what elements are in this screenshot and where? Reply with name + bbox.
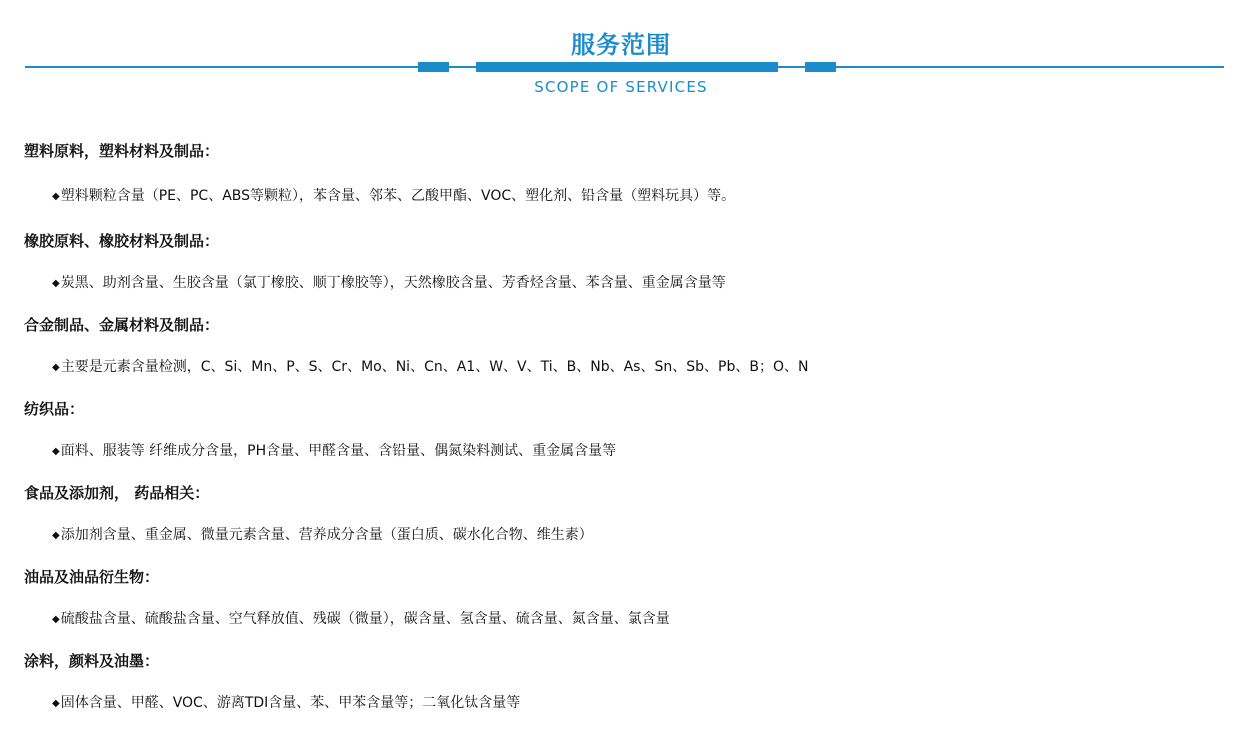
diamond-bullet-icon: ◆ bbox=[52, 191, 60, 202]
header-divider-block-right bbox=[805, 62, 836, 72]
category-alloy-metal bbox=[24, 308, 1224, 392]
category-item-text: 硫酸盐含量、硫酸盐含量、空气释放值、残碳（微量），碳含量、氢含量、硫含量、氮含量、氯含量 bbox=[60, 611, 670, 627]
section-title: 服务范围 bbox=[571, 31, 671, 59]
header-divider-block-left bbox=[418, 62, 449, 72]
category-heading: 食品及添加剂， 药品相关： bbox=[24, 484, 210, 502]
diamond-bullet-icon: ◆ bbox=[52, 614, 60, 625]
section-subtitle: SCOPE OF SERVICES bbox=[534, 78, 708, 96]
category-heading: 油品及油品衍生物： bbox=[24, 568, 160, 586]
category-oil-products bbox=[24, 560, 1224, 644]
category-plastics bbox=[24, 134, 1224, 224]
diamond-bullet-icon: ◆ bbox=[52, 362, 60, 373]
diamond-bullet-icon: ◆ bbox=[52, 446, 60, 457]
section-header bbox=[0, 0, 1242, 110]
diamond-bullet-icon: ◆ bbox=[52, 698, 60, 709]
category-item bbox=[24, 510, 1224, 560]
diamond-bullet-icon: ◆ bbox=[52, 530, 60, 541]
category-heading: 涂料，颜料及油墨： bbox=[24, 652, 160, 670]
category-textiles bbox=[24, 392, 1224, 476]
category-item-text: 面料、服装等 纤维成分含量，PH含量、甲醛含量、含铅量、偶氮染料测试、重金属含量等 bbox=[60, 443, 617, 459]
category-food-pharma bbox=[24, 476, 1224, 560]
category-item-text: 固体含量、甲醛、VOC、游离TDI含量、苯、甲苯含量等；二氧化钛含量等 bbox=[60, 695, 521, 711]
category-item bbox=[24, 168, 1224, 224]
category-item-text: 主要是元素含量检测，C、Si、Mn、P、S、Cr、Mo、Ni、Cn、A1、W、V、Ti、B、Nb、As、Sn、Sb、Pb、B；O、N bbox=[60, 359, 809, 375]
service-category-list bbox=[24, 134, 1224, 728]
category-item bbox=[24, 342, 1224, 392]
category-coatings bbox=[24, 644, 1224, 728]
category-item-text: 炭黑、助剂含量、生胶含量（氯丁橡胶、顺丁橡胶等），天然橡胶含量、芳香烃含量、苯含量、重金属含量等 bbox=[60, 275, 726, 291]
category-heading: 橡胶原料、橡胶材料及制品： bbox=[24, 232, 220, 250]
header-divider-block-center bbox=[476, 62, 778, 72]
category-item bbox=[24, 426, 1224, 476]
category-item-text: 塑料颗粒含量（PE、PC、ABS等颗粒），苯含量、邻苯、乙酸甲酯、VOC、塑化剂、铅含量（塑料玩具）等。 bbox=[60, 188, 736, 204]
category-item bbox=[24, 678, 1224, 728]
category-rubber bbox=[24, 224, 1224, 308]
diamond-bullet-icon: ◆ bbox=[52, 278, 60, 289]
category-item-text: 添加剂含量、重金属、微量元素含量、营养成分含量（蛋白质、碳水化合物、维生素） bbox=[60, 527, 593, 543]
category-heading: 纺织品： bbox=[24, 400, 85, 418]
category-heading: 塑料原料，塑料材料及制品： bbox=[24, 142, 220, 160]
category-item bbox=[24, 594, 1224, 644]
category-heading: 合金制品、金属材料及制品： bbox=[24, 316, 220, 334]
category-item bbox=[24, 258, 1224, 308]
